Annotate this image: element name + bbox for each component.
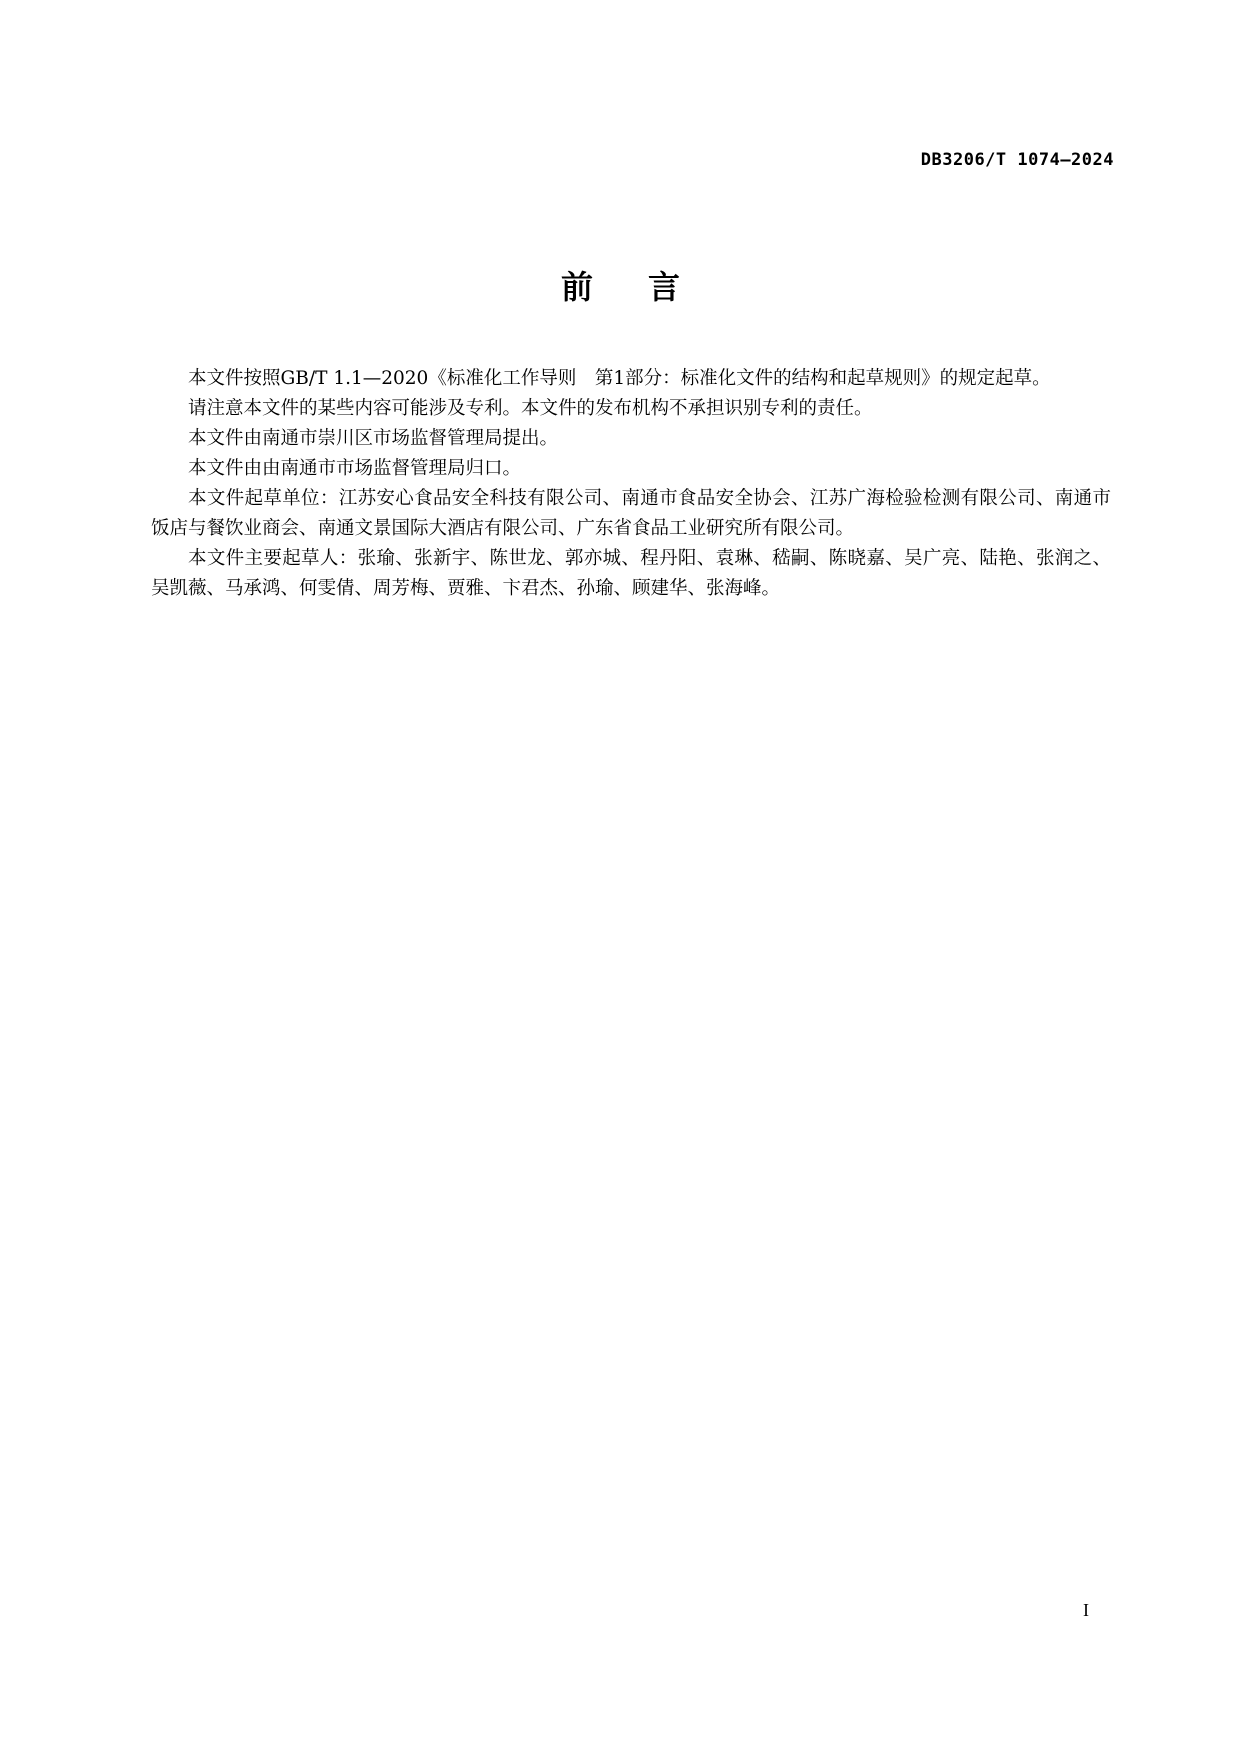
paragraph-drafting-units: 本文件起草单位：江苏安心食品安全科技有限公司、南通市食品安全协会、江苏广海检验检测有限公司、南通市饭店与餐饮业商会、南通文景国际大酒店有限公司、广东省食品工业研究所有限公司。 — [151, 488, 1111, 539]
page-number: I — [1083, 1600, 1089, 1620]
document-code: DB3206/T 1074—2024 — [920, 150, 1114, 170]
paragraph-centralized-unit: 本文件由由南通市市场监督管理局归口。 — [188, 458, 522, 479]
paragraph-patent-notice: 请注意本文件的某些内容可能涉及专利。本文件的发布机构不承担识别专利的责任。 — [188, 398, 873, 419]
paragraph-drafting-rules: 本文件按照GB/T 1.1—2020《标准化工作导则 第1部分：标准化文件的结构和起草规则》的规定起草。 — [188, 368, 1051, 389]
paragraph-main-drafters: 本文件主要起草人：张瑜、张新宇、陈世龙、郭亦城、程丹阳、袁琳、嵇嗣、陈晓嘉、吴广亮、陆艳、张润之、吴凯薇、马承鸿、何雯倩、周芳梅、贾雅、卞君杰、孙瑜、顾建华、张海峰。 — [151, 548, 1111, 599]
page-title: 前言 — [560, 268, 735, 306]
paragraph-proposer: 本文件由南通市崇川区市场监督管理局提出。 — [188, 428, 559, 449]
foreword-body — [151, 364, 1111, 604]
